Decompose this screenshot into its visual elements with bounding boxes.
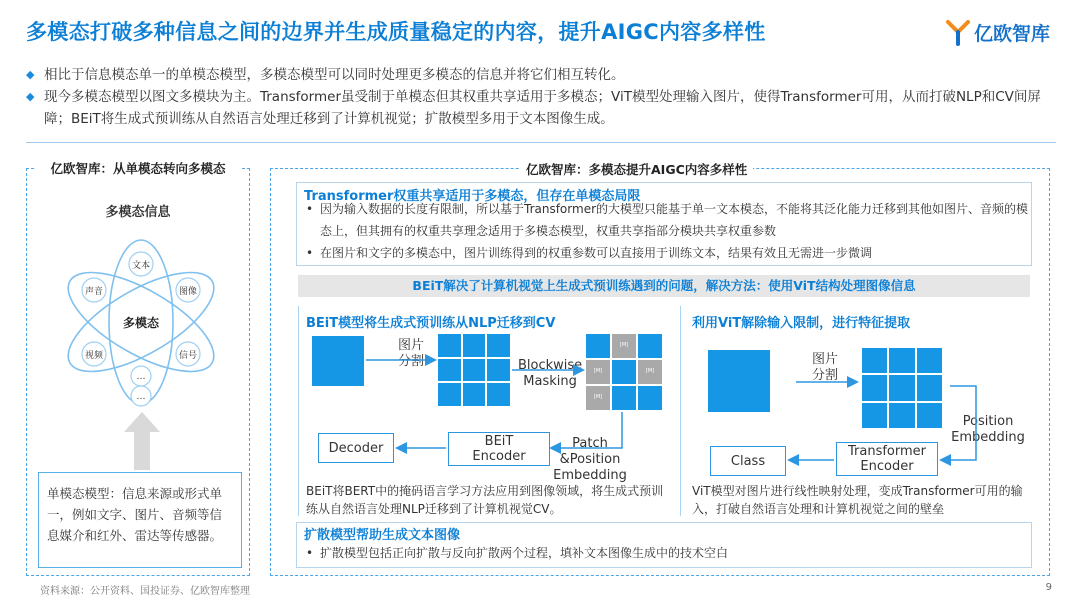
intro-bullet xyxy=(26,64,1066,86)
mask-token: [M] xyxy=(586,386,610,410)
vit-position-label: Position Embedding xyxy=(951,414,1025,445)
node-more-1: … xyxy=(136,372,146,382)
beit-banner: BEiT解决了计算机视觉上生成式预训练遇到的问题，解决方法：使用ViT结构处理图像信息 xyxy=(298,275,1030,297)
node-video: 视频 xyxy=(84,351,104,361)
list-item xyxy=(306,242,1028,264)
source-note: 资料来源：公开资料、国投证券、亿欧智库整理 xyxy=(40,586,250,597)
mask-token: [M] xyxy=(586,360,610,384)
beit-decoder-box: Decoder xyxy=(318,433,394,463)
node-text: 文本 xyxy=(131,261,151,271)
logo-mark-icon xyxy=(946,18,970,46)
transformer-list xyxy=(306,198,1028,264)
single-modal-description: 单模态模型：信息来源或形式单一，例如文字、图片、音频等信息媒介和红外、雷达等传感器。 xyxy=(38,472,242,568)
vit-encoder-box: Transformer Encoder xyxy=(836,442,938,476)
vit-split-label: 图片 分割 xyxy=(812,352,839,383)
mask-token: [M] xyxy=(638,360,662,384)
node-signal: 信号 xyxy=(178,351,198,361)
mask-token: [M] xyxy=(612,334,636,358)
beit-left-rule xyxy=(298,306,299,516)
bullet-dot-icon: • xyxy=(306,546,314,560)
node-more-2: … xyxy=(136,392,146,402)
bullet-dot-icon: • xyxy=(306,202,314,216)
list-item-text: 扩散模型包括正向扩散与反向扩散两个过程，填补文本图像生成中的技术空白 xyxy=(320,546,729,560)
beit-split-label: 图片 分割 xyxy=(398,338,425,369)
intro-bullet xyxy=(26,86,1066,130)
beit-flow-arrows xyxy=(300,330,680,480)
beit-encoder-box: BEiT Encoder xyxy=(448,432,550,466)
up-arrow-icon xyxy=(122,410,162,472)
brand-name: 亿欧智库 xyxy=(974,22,1051,45)
diamond-bullet-icon: ◆ xyxy=(26,90,35,103)
vit-left-rule xyxy=(680,306,681,516)
center-label: 多模态 xyxy=(122,316,160,330)
diamond-bullet-icon: ◆ xyxy=(26,68,35,81)
intro-bullets xyxy=(26,64,1066,130)
diffusion-section-title: 扩散模型帮助生成文本图像 xyxy=(304,528,461,543)
bullet-dot-icon: • xyxy=(306,246,314,260)
vit-description: ViT模型对图片进行线性映射处理，变成Transformer可用的输入，打破自然语言处理和计算机视觉之间的壁垒 xyxy=(692,484,1023,516)
vit-section-title: 利用ViT解除输入限制，进行特征提取 xyxy=(692,316,911,331)
multimodal-atom-diagram xyxy=(46,224,236,416)
beit-section-title: BEiT模型将生成式预训练从NLP迁移到CV xyxy=(306,316,556,331)
intro-bullet-text: 相比于信息模态单一的单模态模型，多模态模型可以同时处理更多模态的信息并将它们相互转化。 xyxy=(44,67,625,83)
transformer-section-title: Transformer权重共享适用于多模态，但存在单模态局限 xyxy=(304,189,641,204)
left-panel-heading: 亿欧智库：从单模态转向多模态 xyxy=(36,159,240,177)
beit-masking-label: Blockwise Masking xyxy=(518,358,583,389)
list-item xyxy=(306,542,1028,564)
list-item-text: 在图片和文字的多模态中，图片训练得到的权重参数可以直接用于训练文本，结果有效且无需进一步微调 xyxy=(320,246,873,260)
brand-logo xyxy=(946,16,1050,48)
list-item-text: 因为输入数据的长度有限制，所以基于Transformer的大模型只能基于单一文本模态，不能将其泛化能力迁移到其他如图片、音频的模态上，但其拥有的权重共享理念适用于多模态模型，权重共享指部分模块共享权重参数 xyxy=(320,202,1029,238)
intro-bullet-text: 现今多模态模型以图文多模块为主。Transformer虽受制于单模态但其权重共享适用于多模态；ViT模型处理输入图片，使得Transformer可用，从而打破NLP和CV间屏障；BEiT将生成式预训练从自然语言处理迁移到了计算机视觉；扩散模型多用于文本图像生成。 xyxy=(44,89,1041,127)
node-audio: 声音 xyxy=(84,287,104,297)
diffusion-list xyxy=(306,542,1028,564)
page-title: 多模态打破多种信息之间的边界并生成质量稳定的内容，提升AIGC内容多样性 xyxy=(26,20,766,44)
section-divider xyxy=(26,142,1056,143)
vit-flow-arrows xyxy=(690,340,1030,490)
beit-description: BEiT将BERT中的掩码语言学习方法应用到图像领域，将生成式预训练从自然语言处理NLP迁移到了计算机视觉CV。 xyxy=(306,484,664,516)
list-item xyxy=(306,198,1028,242)
multimodal-diagram-title: 多模态信息 xyxy=(105,205,171,220)
node-image: 图像 xyxy=(178,287,198,297)
page-number: 9 xyxy=(1045,582,1052,593)
beit-patch-label: Patch &Position Embedding xyxy=(553,436,627,483)
vit-class-box: Class xyxy=(710,446,786,476)
right-panel-heading: 亿欧智库：多模态提升AIGC内容多样性 xyxy=(520,160,753,178)
